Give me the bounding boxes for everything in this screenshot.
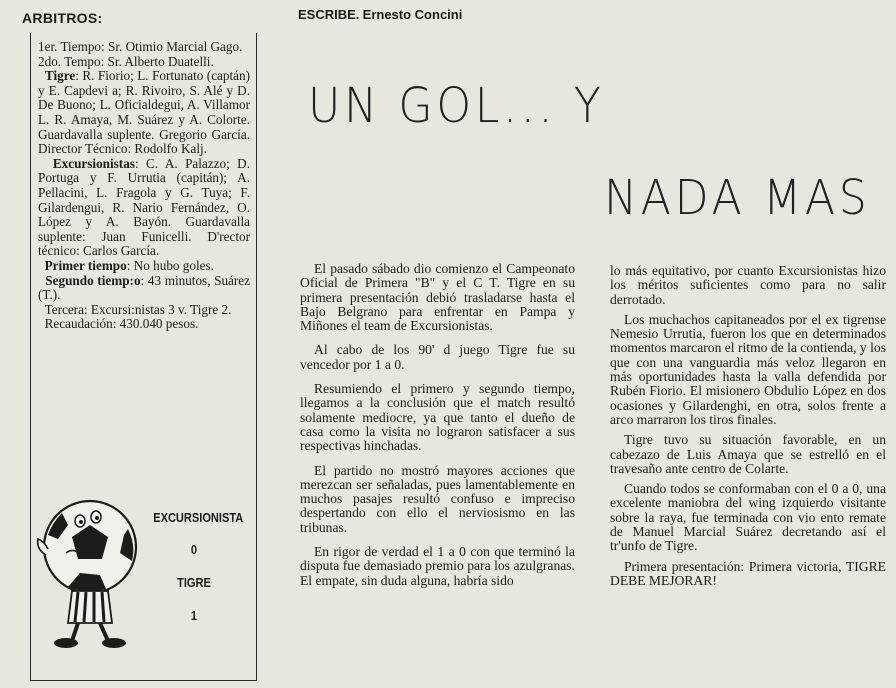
tigre-players: : R. Fiorio; L. Fortunato (captán) y E. Capdevi a; R. Rivoiro, S. Alé y D. De Buono; L. Oficialdegui, A. Villamor L. R. Amaya, M. Suárez y A. Colorte. Guardavalla suplente. Gregorio García. Director Técnico: Rodolfo Kalj. <box>38 68 250 157</box>
referee-second-half: 2do. Tempo: Sr. Alberto Duatelli. <box>38 53 214 69</box>
byline-author: Ernesto Concini <box>362 7 463 22</box>
article-paragraph: Resumiendo el primero y segundo tiempo, llegamos a la conclusión que el match resultó solamente mediocre, ya que tanto el dueño de casa como la visita no lograron satisfacer a sus respectivas hinchadas. <box>300 381 575 454</box>
excursionistas-players: : C. A. Palazzo; D. Portuga y F. Urrutia (capitán); A. Pellacini, L. Fragola y G. Tuya; F. Gilardengui, R. Nario Fernández, O. López y A. Bayón. Guardavalla suplente: Juan Funicelli. D'rector técnico: Carlos García. <box>38 155 250 259</box>
article-paragraph: Cuando todos se conformaban con el 0 a 0, una excelente maniobra del wing izquierdo visitante sobre la raya, fue terminada con vio ento remate de Manuel Marcial Suárez decretando así el tr'unfo de Tigre. <box>610 481 886 554</box>
referees-heading: ARBITROS: <box>22 10 103 26</box>
first-half-summary <box>38 259 250 274</box>
football-mascot-illustration <box>28 495 148 650</box>
article-paragraph: El partido no mostró mayores acciones que merezcan ser señaladas, pues lamentablemente en muchos pasajes resultó confuso e impreciso despertando con ello el nerviosismo en las tribunas. <box>300 462 575 535</box>
article-paragraph: En rigor de verdad el 1 a 0 con que terminó la disputa fue demasiado premio para los azulgranas. El empate, sin duda alguna, habría sido <box>300 544 575 588</box>
article-paragraph: Al cabo de los 90' d juego Tigre fue su vencedor por 1 a 0. <box>300 342 575 372</box>
article-paragraph: Los muchachos capitaneados por el ex tigrense Nemesio Urrutia, fueron los que en determinados momentos marcaron el ritmo de la contienda, y los que con una vanguardia más veloz llegaron en más oportunidades hasta la valla defendida por Rubén Fiorio. El misionero Obdulio López en dos ocasiones y Gilardenghi, en otra, solos frente a arco marraron los tiros finales. <box>610 311 886 427</box>
article-paragraph: Tigre tuvo su situación favorable, en un cabezazo de Luis Amaya que se estrelló en el travesaño ante centro de Colarte. <box>610 432 886 476</box>
article-closing-line: Primera presentación: Primera victoria, TIGRE DEBE MEJORAR! <box>610 558 886 588</box>
article-paragraph: El pasado sábado dio comienzo el Campeonato Oficial de Primera "B" y el C T. Tigre en su primera presentación debió trasladarse hasta el Bajo Belgrano para enfrentar en Pampa y Miñones el team de Excursionistas. <box>300 261 575 334</box>
excursionistas-lineup <box>38 157 250 259</box>
gate-receipts-text: Recaudación: 430.040 pesos. <box>44 316 199 332</box>
gate-receipts <box>38 317 250 332</box>
headline-part-1: UN GOL... Y <box>308 78 605 134</box>
article-paragraph-continued: lo más equitativo, por cuanto Excursionistas hizo los méritos suficientes como para no salir derrotado. <box>610 263 886 307</box>
lineups-text <box>38 40 250 332</box>
byline-label: ESCRIBE. <box>298 7 360 22</box>
referee-first-half: 1er. Tiempo: Sr. Otimio Marcial Gago. <box>38 39 243 54</box>
article-column-2 <box>610 264 886 594</box>
byline <box>298 7 462 23</box>
team2-score: 1 <box>190 608 198 623</box>
second-half-text: : 43 minutos, Suárez (T.). <box>38 272 251 303</box>
first-half-text: : No hubo goles. <box>126 257 214 273</box>
second-half-summary <box>38 274 250 303</box>
team1-score: 0 <box>190 542 198 557</box>
first-half-label: Primer tiempo <box>44 257 127 273</box>
excursionistas-label: Excursionistas <box>52 155 135 171</box>
team2-name: TIGRE <box>177 575 211 590</box>
third-division-result <box>38 303 250 318</box>
tigre-label: Tigre <box>44 68 76 84</box>
tigre-lineup <box>38 69 250 157</box>
headline-part-2: NADA MAS <box>604 170 871 226</box>
article-column-1 <box>300 262 575 598</box>
match-details-sidebar <box>0 0 262 688</box>
team1-name: EXCURSIONISTA <box>153 510 244 525</box>
third-division-text: Tercera: Excursi:nistas 3 v. Tigre 2. <box>44 301 232 317</box>
second-half-label: Segundo tiemp:o <box>45 272 141 288</box>
